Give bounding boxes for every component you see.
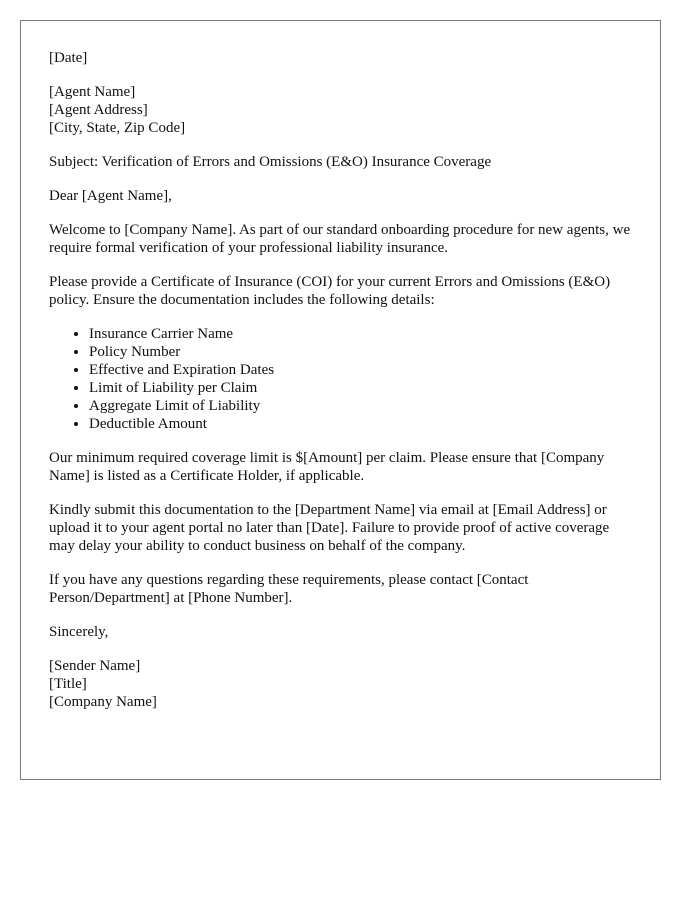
letter-subject: Subject: Verification of Errors and Omissions (E&O) Insurance Coverage: [49, 154, 492, 170]
body-paragraph-submission: Kindly submit this documentation to the [Department Name] via email at [Email Address] or upload it to your agent portal no later than [Date]. Failure to provide proof of active coverage may delay your ability to conduct business on behalf of the company.: [49, 502, 610, 554]
body-paragraph-coverage-limit: Our minimum required coverage limit is $[Amount] per claim. Please ensure that [Company Name] is listed as a Certificate Holder, if applicable.: [49, 450, 605, 484]
list-item: • Aggregate Limit of Liability: [89, 397, 632, 415]
recipient-name: [Agent Name]: [49, 84, 136, 100]
list-item: • Limit of Liability per Claim: [89, 379, 632, 397]
body-paragraph-coi-request: Please provide a Certificate of Insurance (COI) for your current Errors and Omissions (E&O) policy. Ensure the documentation includes the following details:: [49, 274, 611, 308]
sender-company: [Company Name]: [49, 694, 157, 710]
sender-block: [49, 657, 632, 711]
sender-title: [Title]: [49, 676, 87, 692]
sender-name: [Sender Name]: [49, 658, 141, 674]
recipient-block: [49, 83, 632, 137]
letter-date: [Date]: [49, 50, 88, 66]
recipient-address: [Agent Address]: [49, 102, 148, 118]
list-item: • Effective and Expiration Dates: [89, 361, 632, 379]
letter-closing: Sincerely,: [49, 624, 109, 640]
letter-salutation: Dear [Agent Name],: [49, 188, 172, 204]
recipient-city-state-zip: [City, State, Zip Code]: [49, 120, 186, 136]
list-item: • Deductible Amount: [89, 415, 632, 433]
list-item: • Policy Number: [89, 343, 632, 361]
required-details-list: [49, 325, 632, 433]
body-paragraph-contact: If you have any questions regarding these requirements, please contact [Contact Person/Department] at [Phone Number].: [49, 572, 529, 606]
letter-document: [20, 20, 661, 780]
list-item: • Insurance Carrier Name: [89, 325, 632, 343]
body-paragraph-welcome: Welcome to [Company Name]. As part of our standard onboarding procedure for new agents, we require formal verification of your professional liability insurance.: [49, 222, 631, 256]
